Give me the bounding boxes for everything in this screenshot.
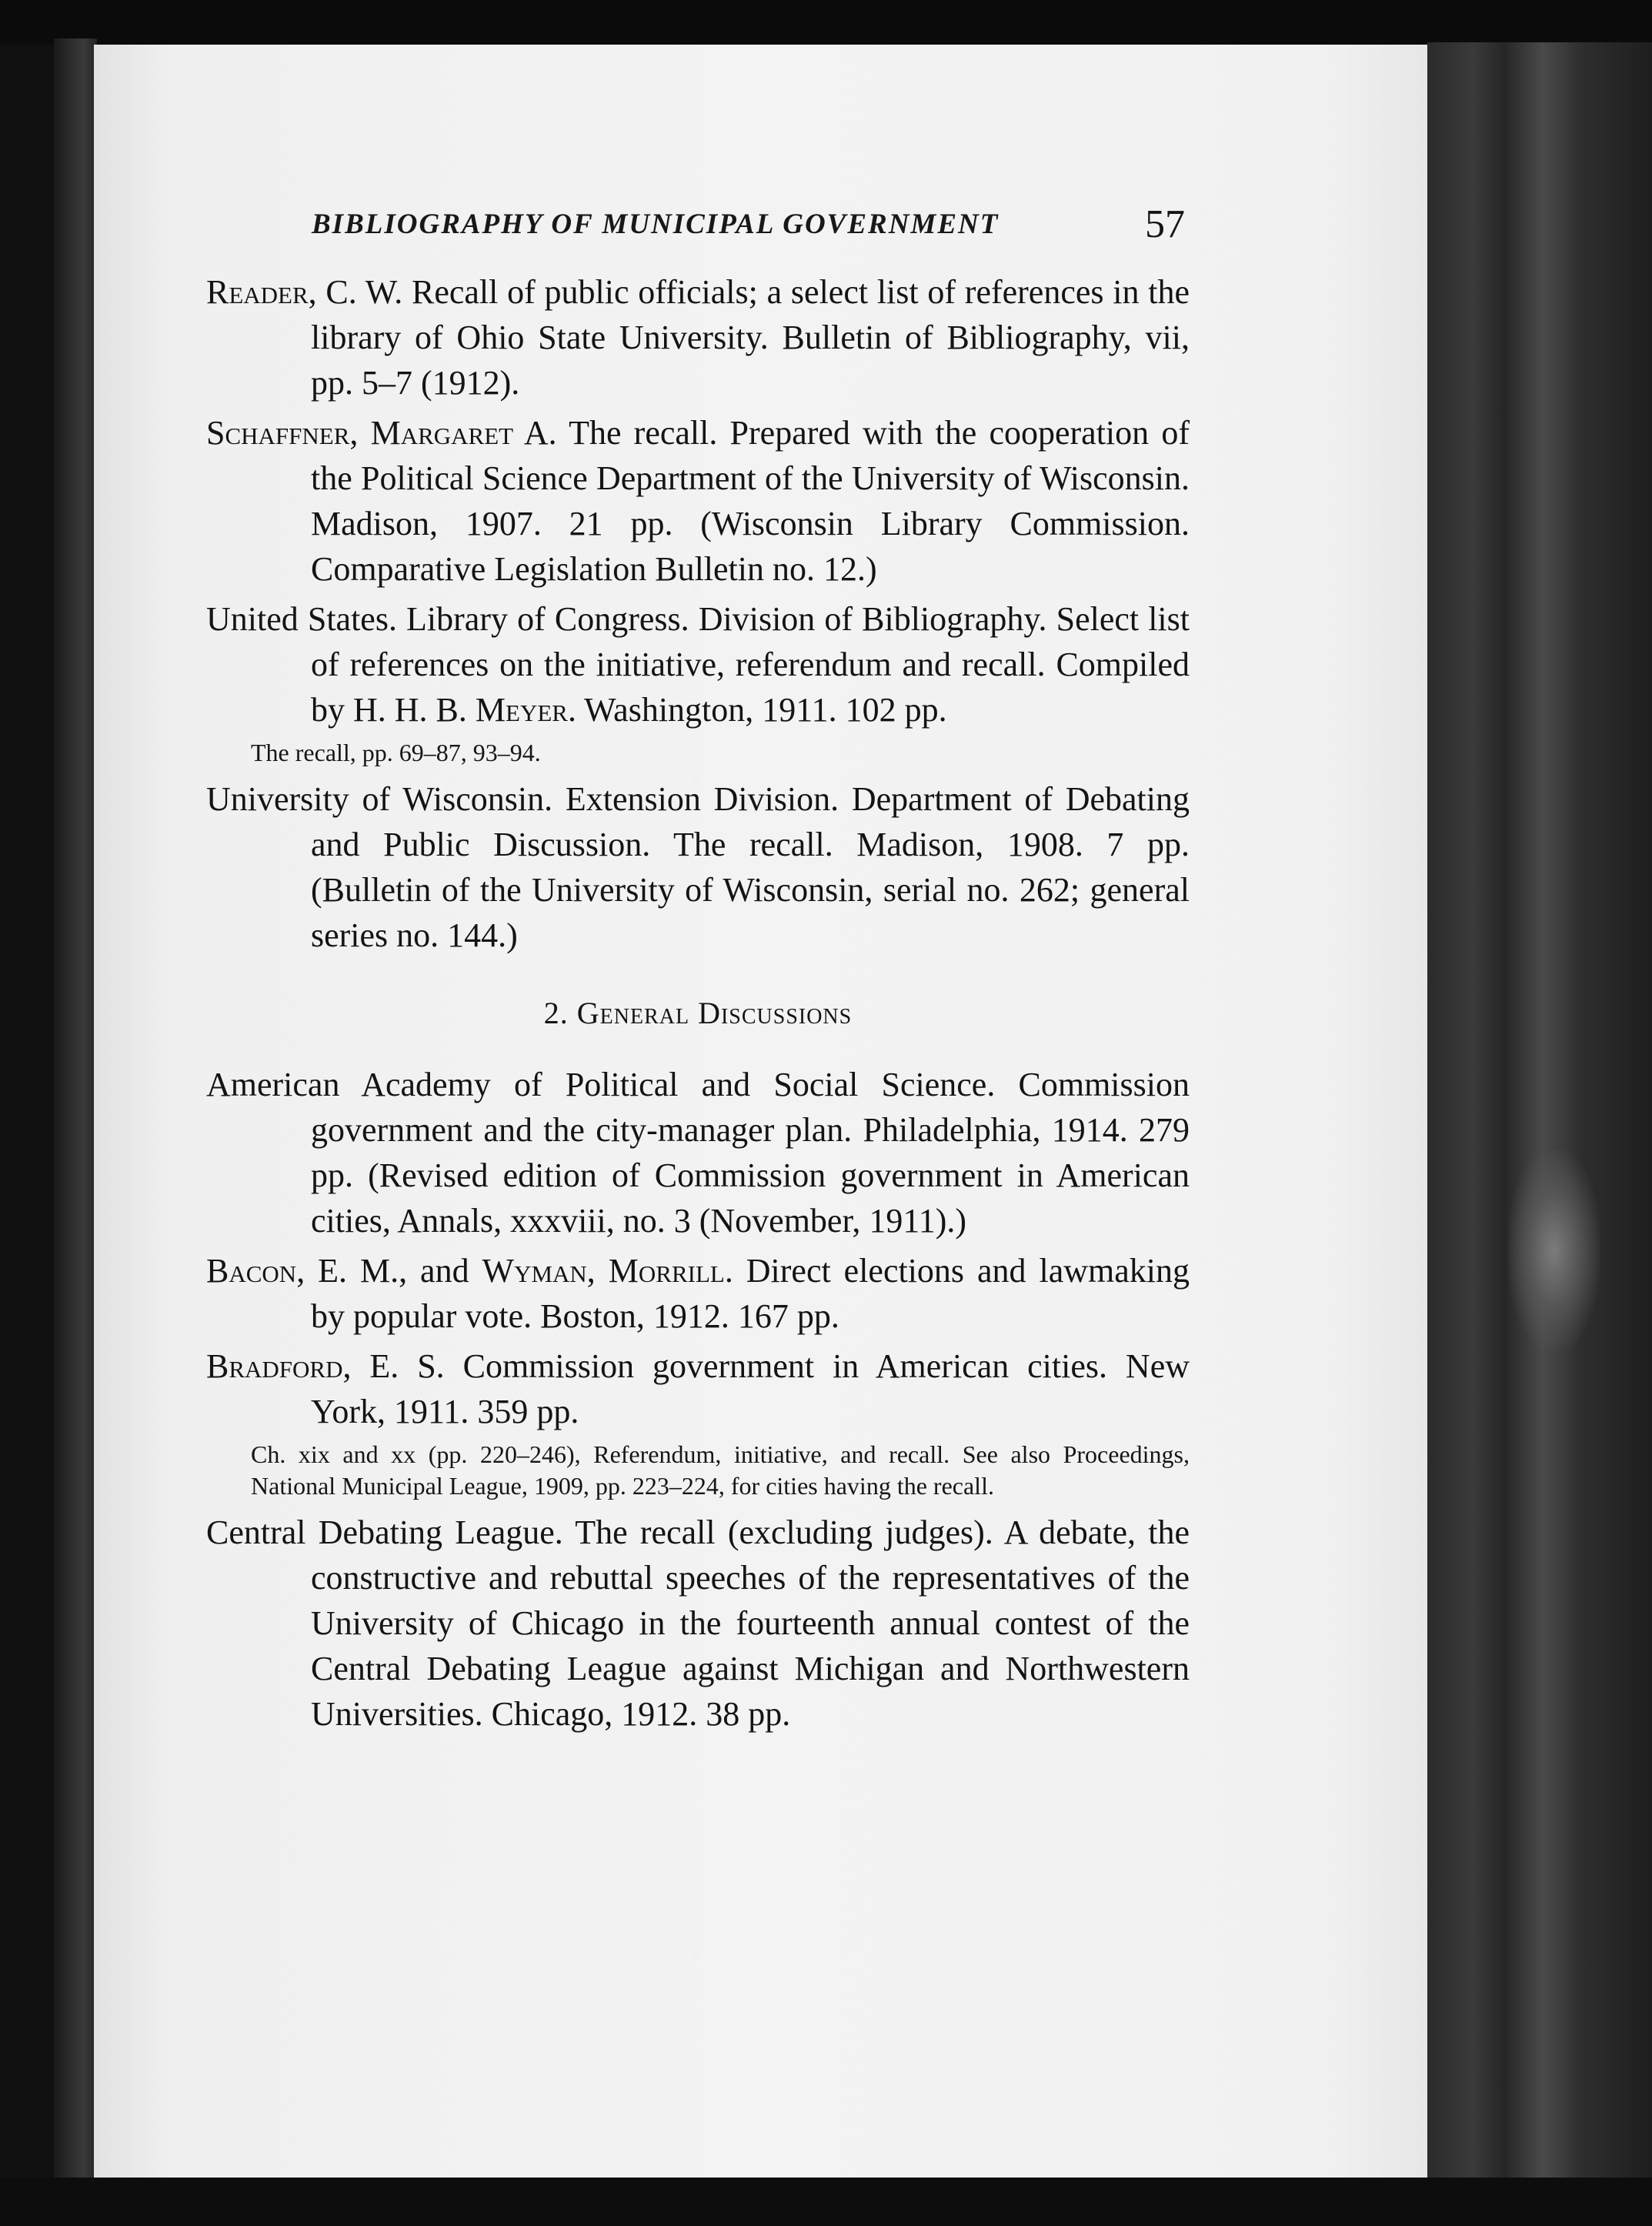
page-edge-shadow: [1427, 42, 1652, 2181]
entry-author-mid: , E. M., and: [296, 1252, 482, 1290]
entry-text: Central Debating League. The recall (excluding judges). A debate, the constructive and rebuttal speeches of the representatives of the University of Chicago in the fourteenth annual contest of the Central Debating League against Michigan and Northwestern Universities. Chicago, 1912. 38 pp.: [206, 1513, 1190, 1733]
entry-text-after: . Washington, 1911. 102 pp.: [567, 691, 947, 729]
page-header: [312, 202, 1185, 255]
entry-text: Recall of public officials; a select list of references in the library of Ohio State University. Bulletin of Bibliography, vii, pp. 5–7 (1912).: [311, 273, 1190, 402]
entry-note: The recall, pp. 69–87, 93–94.: [251, 739, 541, 766]
bibliography-entry-library-of-congress: [206, 596, 1190, 733]
entry-author-rest: , E. S.: [342, 1347, 445, 1385]
running-head: BIBLIOGRAPHY OF MUNICIPAL GOVERNMENT: [312, 209, 1000, 240]
bibliography-entry-reader: [206, 269, 1190, 405]
entry-author-2: Wyman, Morrill: [482, 1252, 725, 1290]
entry-note: Ch. xix and xx (pp. 220–246), Referendum, initiative, and recall. See also Proceedings, National Municipal League, 1909, pp. 223–224, for cities having the recall.: [251, 1440, 1190, 1500]
entry-text: The recall. Prepared with the cooperation of the Political Science Department of the University of Wisconsin. Madison, 1907. 21 pp. (Wisconsin Library Commission. Comparative Legislation Bulletin no. 12.): [311, 414, 1190, 588]
entry-text: . Direct elections and lawmaking by popular vote. Boston, 1912. 167 pp.: [311, 1252, 1190, 1335]
entry-compiler: Meyer: [475, 691, 568, 729]
entry-author: Schaffner, Margaret A.: [206, 414, 557, 452]
bibliography-entry-american-academy: [206, 1062, 1190, 1243]
bibliography-text: [206, 269, 1190, 1741]
scan-bottom-border: [0, 2178, 1652, 2226]
entry-text: University of Wisconsin. Extension Division. Department of Debating and Public Discussion. The recall. Madison, 1908. 7 pp. (Bulletin of the University of Wisconsin, serial no. 262; general series no. 144.): [206, 780, 1190, 954]
bibliography-entry-bradford: [206, 1343, 1190, 1434]
entry-text: Commission government in American cities. New York, 1911. 359 pp.: [311, 1347, 1190, 1430]
entry-text: United States. Library of Congress. Division of Bibliography. Select list of references on the initiative, referendum and recall. Compiled by H. H. B.: [206, 600, 1190, 729]
entry-author: Bacon: [206, 1252, 297, 1290]
entry-author: Bradford: [206, 1347, 343, 1385]
book-spine-shadow: [54, 38, 97, 2185]
bibliography-entry-central-debating-league: [206, 1510, 1190, 1737]
entry-author: Reader, C. W.: [206, 273, 403, 311]
page-number: 57: [1145, 202, 1185, 246]
bibliography-entry-bacon-wyman: [206, 1248, 1190, 1339]
entry-text: American Academy of Political and Social Science. Commission government and the city-manager plan. Philadelphia, 1914. 279 pp. (Revised edition of Commission government in American cities, Annals, xxxviii, no. 3 (November, 1911).): [206, 1066, 1190, 1240]
bibliography-entry-schaffner: [206, 410, 1190, 592]
section-heading: [206, 990, 1190, 1036]
bibliography-entry-university-of-wisconsin: [206, 776, 1190, 958]
section-number: 2.: [543, 996, 569, 1030]
scan-top-border: [0, 0, 1652, 45]
section-title: General Discussions: [576, 996, 853, 1030]
